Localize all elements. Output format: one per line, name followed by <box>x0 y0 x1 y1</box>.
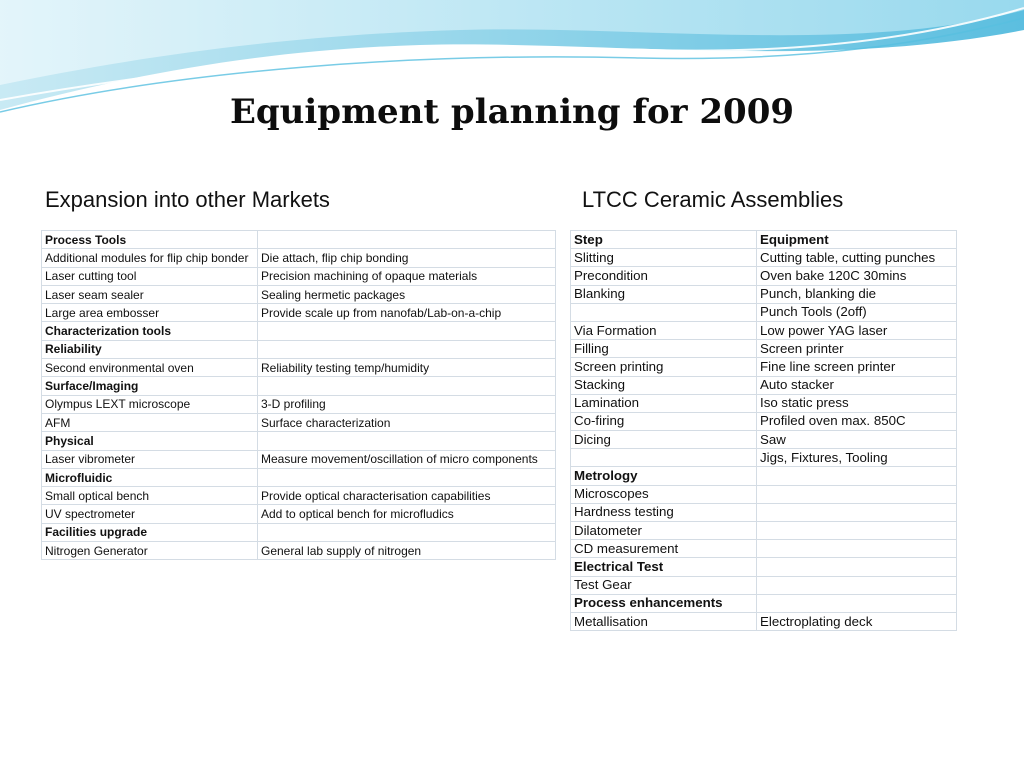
table-cell-item: CD measurement <box>571 540 757 558</box>
table-cell-item: Blanking <box>571 285 757 303</box>
table-row <box>571 340 957 358</box>
table-row <box>571 594 957 612</box>
table-cell-description: Provide scale up from nanofab/Lab-on-a-chip <box>258 304 556 322</box>
table-cell-description: Cutting table, cutting punches <box>757 249 957 267</box>
table-row <box>42 377 556 395</box>
table-row <box>571 612 957 630</box>
table-cell-description: 3-D profiling <box>258 395 556 413</box>
table-cell-item: UV spectrometer <box>42 505 258 523</box>
table-cell-description <box>757 467 957 485</box>
table-cell-description: Auto stacker <box>757 376 957 394</box>
table-row <box>571 231 957 249</box>
table-cell-item: Characterization tools <box>42 322 258 340</box>
table-cell-item: Test Gear <box>571 576 757 594</box>
table-cell-item: Physical <box>42 432 258 450</box>
table-cell-item: Surface/Imaging <box>42 377 258 395</box>
table-cell-description: Jigs, Fixtures, Tooling <box>757 449 957 467</box>
table-row <box>571 267 957 285</box>
ltcc-steps-table <box>570 230 957 631</box>
table-cell-description: Fine line screen printer <box>757 358 957 376</box>
table-cell-description: General lab supply of nitrogen <box>258 542 556 560</box>
left-section-heading: Expansion into other Markets <box>45 187 330 212</box>
table-row <box>571 303 957 321</box>
table-row <box>42 359 556 377</box>
table-cell-item: Laser vibrometer <box>42 450 258 468</box>
table-row <box>571 522 957 540</box>
table-cell-description <box>258 322 556 340</box>
table-cell-description: Punch Tools (2off) <box>757 303 957 321</box>
table-cell-item: Nitrogen Generator <box>42 542 258 560</box>
table-row <box>42 267 556 285</box>
table-cell-description: Sealing hermetic packages <box>258 285 556 303</box>
table-cell-item: Laser seam sealer <box>42 285 258 303</box>
table-row <box>42 231 556 249</box>
table-cell-description: Precision machining of opaque materials <box>258 267 556 285</box>
table-cell-description: Electroplating deck <box>757 612 957 630</box>
table-cell-description <box>757 522 957 540</box>
table-cell-item: Co-firing <box>571 412 757 430</box>
table-cell-item: Via Formation <box>571 321 757 339</box>
table-row <box>571 412 957 430</box>
table-cell-description <box>258 231 556 249</box>
table-cell-item: Filling <box>571 340 757 358</box>
table-row <box>42 285 556 303</box>
table-row <box>571 503 957 521</box>
table-cell-item: Microfluidic <box>42 468 258 486</box>
table-cell-description <box>757 485 957 503</box>
table-cell-description <box>258 340 556 358</box>
table-cell-description: Equipment <box>757 231 957 249</box>
table-cell-item: Stacking <box>571 376 757 394</box>
table-cell-description: Low power YAG laser <box>757 321 957 339</box>
table-cell-item: Process Tools <box>42 231 258 249</box>
table-row <box>42 395 556 413</box>
table-cell-item: Precondition <box>571 267 757 285</box>
table-cell-description <box>757 594 957 612</box>
table-cell-item: Large area embosser <box>42 304 258 322</box>
table-cell-item: Step <box>571 231 757 249</box>
table-row <box>42 322 556 340</box>
table-row <box>42 468 556 486</box>
table-row <box>571 576 957 594</box>
table-row <box>571 467 957 485</box>
table-cell-description <box>258 468 556 486</box>
table-cell-description <box>757 503 957 521</box>
page-title: Equipment planning for 2009 <box>229 92 795 132</box>
table-cell-description: Measure movement/oscillation of micro components <box>258 450 556 468</box>
table-row <box>42 523 556 541</box>
table-row <box>571 485 957 503</box>
table-cell-description: Die attach, flip chip bonding <box>258 249 556 267</box>
table-cell-item: Electrical Test <box>571 558 757 576</box>
table-row <box>571 376 957 394</box>
table-cell-description: Add to optical bench for microfludics <box>258 505 556 523</box>
table-cell-description <box>258 432 556 450</box>
table-cell-item <box>571 303 757 321</box>
table-cell-description <box>757 576 957 594</box>
table-cell-description: Reliability testing temp/humidity <box>258 359 556 377</box>
table-cell-description <box>757 558 957 576</box>
table-row <box>42 304 556 322</box>
table-row <box>571 358 957 376</box>
table-row <box>42 450 556 468</box>
table-row <box>571 431 957 449</box>
table-row <box>571 285 957 303</box>
table-row <box>42 487 556 505</box>
table-cell-item: Facilities upgrade <box>42 523 258 541</box>
table-row <box>42 542 556 560</box>
table-row <box>571 321 957 339</box>
table-row <box>571 558 957 576</box>
table-cell-item: Process enhancements <box>571 594 757 612</box>
table-row <box>42 249 556 267</box>
table-cell-item: Slitting <box>571 249 757 267</box>
table-cell-item: Lamination <box>571 394 757 412</box>
table-cell-description <box>258 523 556 541</box>
table-cell-description: Profiled oven max. 850C <box>757 412 957 430</box>
table-cell-description <box>258 377 556 395</box>
table-cell-item: Hardness testing <box>571 503 757 521</box>
table-cell-description: Screen printer <box>757 340 957 358</box>
table-cell-item: AFM <box>42 413 258 431</box>
table-cell-item: Dicing <box>571 431 757 449</box>
table-cell-item: Metallisation <box>571 612 757 630</box>
table-cell-item: Dilatometer <box>571 522 757 540</box>
table-row <box>571 394 957 412</box>
table-row <box>42 505 556 523</box>
table-cell-item <box>571 449 757 467</box>
table-cell-item: Additional modules for flip chip bonder <box>42 249 258 267</box>
table-cell-description: Oven bake 120C 30mins <box>757 267 957 285</box>
table-row <box>42 340 556 358</box>
table-row <box>42 432 556 450</box>
table-row <box>571 540 957 558</box>
table-row <box>571 449 957 467</box>
table-cell-item: Second environmental oven <box>42 359 258 377</box>
table-cell-item: Small optical bench <box>42 487 258 505</box>
table-cell-item: Metrology <box>571 467 757 485</box>
table-cell-item: Olympus LEXT microscope <box>42 395 258 413</box>
table-cell-item: Laser cutting tool <box>42 267 258 285</box>
table-cell-description: Provide optical characterisation capabilities <box>258 487 556 505</box>
table-cell-item: Screen printing <box>571 358 757 376</box>
right-section-heading: LTCC Ceramic Assemblies <box>582 187 844 212</box>
table-cell-description: Surface characterization <box>258 413 556 431</box>
table-cell-description: Iso static press <box>757 394 957 412</box>
equipment-markets-table <box>41 230 556 560</box>
table-cell-description: Punch, blanking die <box>757 285 957 303</box>
table-cell-description: Saw <box>757 431 957 449</box>
table-cell-item: Microscopes <box>571 485 757 503</box>
table-row <box>42 413 556 431</box>
table-cell-description <box>757 540 957 558</box>
table-row <box>571 249 957 267</box>
table-cell-item: Reliability <box>42 340 258 358</box>
